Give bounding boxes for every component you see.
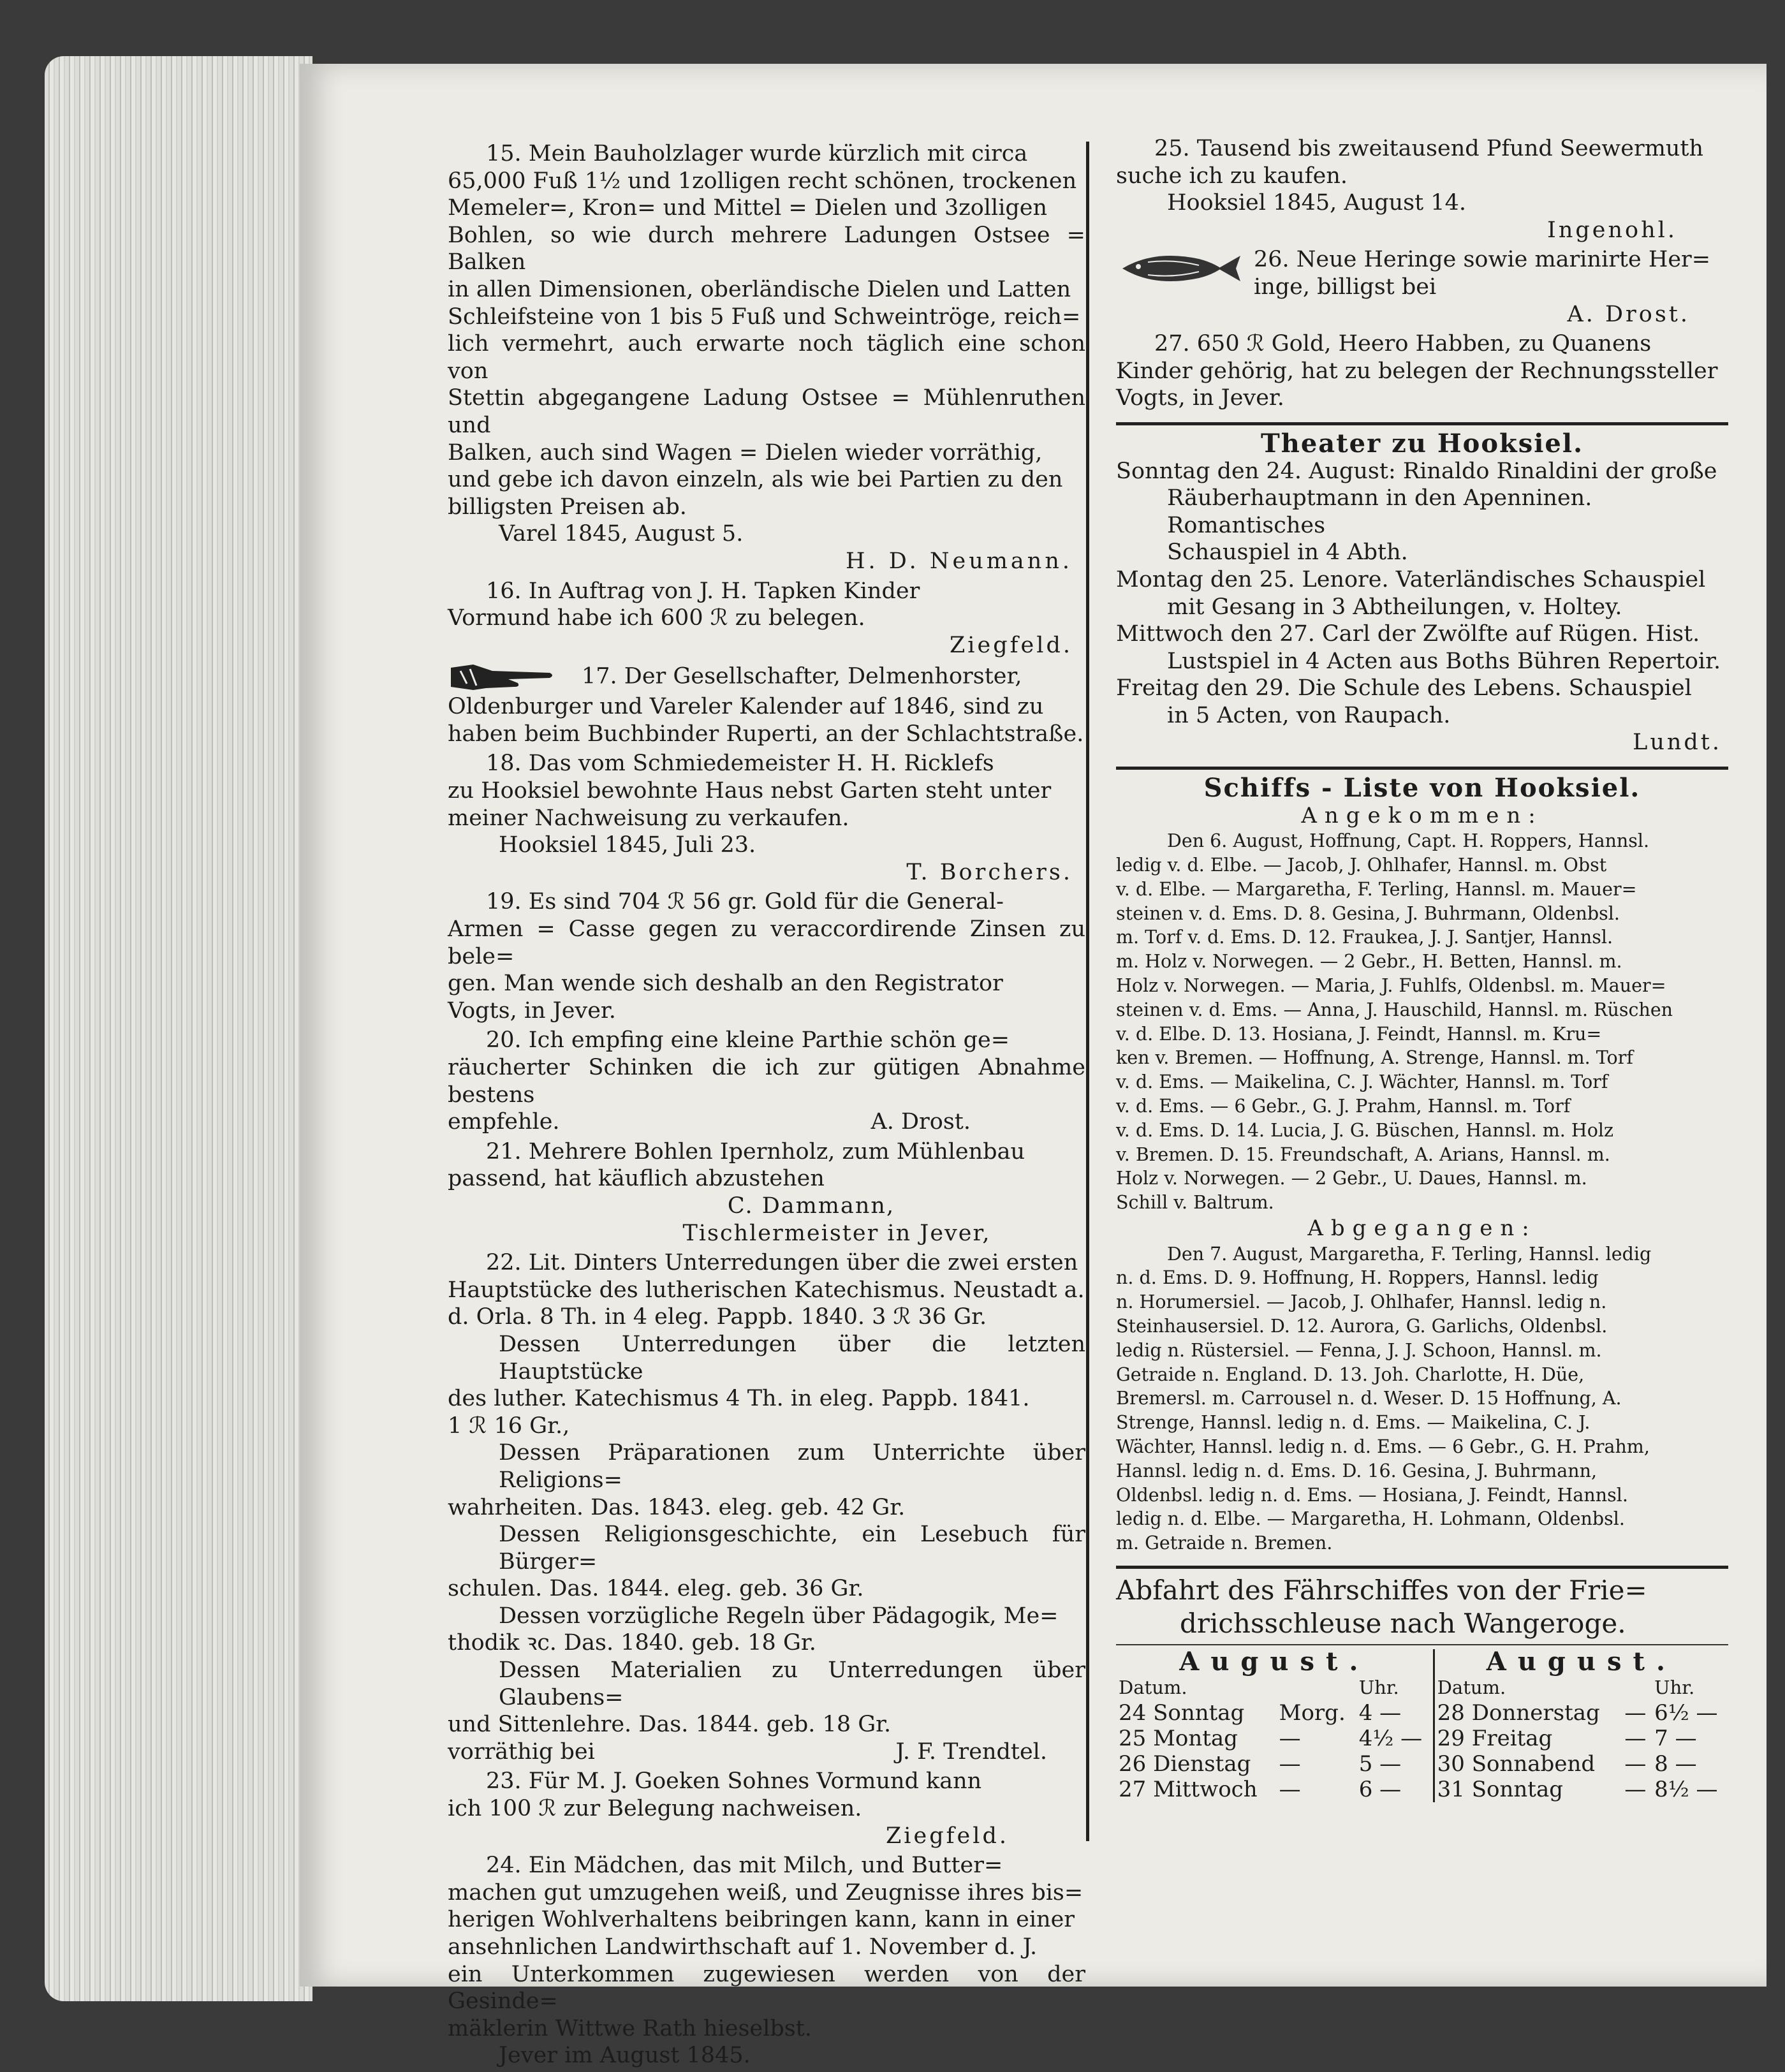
notice-line: 22. Lit. Dinters Unterredungen über die zwei ersten bbox=[486, 1250, 1078, 1276]
theater-line: Freitag den 29. Die Schule des Lebens. Schauspiel bbox=[1116, 675, 1692, 702]
ferry-day: 25 Montag bbox=[1119, 1725, 1238, 1751]
ferry-heading-line: Abfahrt des Fährschiffes von der Frie= bbox=[1116, 1574, 1647, 1606]
theater-line: Räuberhauptmann in den Apenninen. Romantisches bbox=[1167, 485, 1592, 538]
notice-line: in allen Dimensionen, oberländische Dielen und Latten bbox=[448, 276, 1071, 302]
ship-line: ledig v. d. Elbe. — Jacob, J. Ohlhafer, Hannsl. m. Obst bbox=[1116, 855, 1607, 876]
notice-line: Dessen vorzügliche Regeln über Pädagogik, Me= bbox=[499, 1603, 1059, 1629]
ship-line: v. Bremen. D. 15. Freundschaft, A. Arians, Hannsl. m. bbox=[1116, 1143, 1610, 1165]
ship-line: v. d. Ems. — Maikelina, C. J. Wächter, Hannsl. m. Torf bbox=[1116, 1071, 1608, 1093]
notice-line: meiner Nachweisung zu verkaufen. bbox=[448, 805, 849, 831]
ship-line: Steinhausersiel. D. 12. Aurora, G. Garlichs, Oldenbsl. bbox=[1116, 1315, 1608, 1337]
ship-line: steinen v. d. Ems. — Anna, J. Hauschild, Hannsl. m. Rüschen bbox=[1116, 999, 1673, 1020]
section-rule bbox=[1116, 767, 1728, 770]
ferry-day: 26 Dienstag bbox=[1119, 1751, 1251, 1777]
notice-line: Bohlen, so wie durch mehrere Ladungen Ostsee = Balken bbox=[448, 222, 1085, 276]
notice-line: Schleifsteine von 1 bis 5 Fuß und Schweintröge, reich= bbox=[448, 304, 1081, 330]
fish-icon bbox=[1116, 246, 1244, 291]
notice-line: haben beim Buchbinder Ruperti, an der Schlachtstraße. bbox=[448, 721, 1084, 747]
notice-line: inge, billigst bei bbox=[1254, 274, 1437, 300]
notice-line: Dessen Religionsgeschichte, ein Lesebuch für Bürger= bbox=[499, 1522, 1085, 1575]
ship-list-heading: Schiffs - Liste von Hooksiel. bbox=[1203, 773, 1641, 804]
ferry-heading bbox=[1116, 1574, 1728, 1640]
notice-line: räucherter Schinken die ich zur gütigen Abnahme bestens bbox=[448, 1055, 1085, 1108]
arrived-heading: Angekommen: bbox=[1301, 802, 1543, 828]
notice-16 bbox=[448, 578, 1085, 659]
departed-list bbox=[1116, 1242, 1728, 1555]
ship-line: m. Torf v. d. Ems. D. 12. Fraukea, J. J. Santjer, Hannsl. bbox=[1116, 927, 1613, 948]
notice-line: Armen = Casse gegen zu veraccordirende Zinsen zu bele= bbox=[448, 916, 1085, 969]
notice-24 bbox=[448, 1852, 1085, 2069]
notice-line: und gebe ich davon einzeln, als wie bei Partien zu den bbox=[448, 467, 1063, 493]
notice-line: machen gut umzugehen weiß, und Zeugnisse ihres bis= bbox=[448, 1879, 1083, 1906]
notice-line: des luther. Katechismus 4 Th. in eleg. Pappb. 1841. bbox=[448, 1386, 1030, 1412]
notice-line: 27. 650 ℛ Gold, Heero Habben, zu Quanens bbox=[1154, 331, 1652, 357]
ferry-month-left: August. bbox=[1179, 1646, 1370, 1677]
ship-line: Holz v. Norwegen. — Maria, J. Fuhlfs, Oldenbsl. m. Mauer= bbox=[1116, 975, 1666, 997]
theater-heading: Theater zu Hooksiel. bbox=[1260, 428, 1583, 459]
notice-line: 21. Mehrere Bohlen Ipernholz, zum Mühlenbau bbox=[486, 1138, 1025, 1165]
ferry-day: 30 Sonnabend bbox=[1434, 1751, 1622, 1777]
ship-line: m. Holz v. Norwegen. — 2 Gebr., H. Betten, Hannsl. m. bbox=[1116, 951, 1622, 973]
ferry-col-date: Datum. bbox=[1119, 1676, 1187, 1698]
ship-line: Den 6. August, Hoffnung, Capt. H. Roppers, Hannsl. bbox=[1167, 830, 1650, 852]
ship-line: Holz v. Norwegen. — 2 Gebr., U. Daues, Hannsl. m. bbox=[1116, 1168, 1587, 1189]
notice-22 bbox=[448, 1249, 1085, 1765]
notice-signature: C. Dammann, bbox=[727, 1193, 895, 1219]
notice-signature-title: Tischlermeister in Jever, bbox=[682, 1220, 991, 1246]
notice-18 bbox=[448, 750, 1085, 886]
notice-line: thodik ꝛc. Das. 1840. geb. 18 Gr. bbox=[448, 1630, 816, 1656]
ship-line: n. Horumersiel. — Jacob, J. Ohlhafer, Hannsl. ledig n. bbox=[1116, 1291, 1607, 1313]
ship-line: Bremersl. m. Carrousel n. d. Weser. D. 15 Hoffnung, A. bbox=[1116, 1388, 1622, 1409]
ferry-time: 7 — bbox=[1654, 1725, 1697, 1751]
ferry-col-time: Uhr. bbox=[1358, 1676, 1399, 1698]
ferry-note: — bbox=[1624, 1776, 1647, 1802]
notice-signature: Ingenohl. bbox=[1547, 217, 1677, 243]
ferry-day: 27 Mittwoch bbox=[1119, 1776, 1258, 1802]
notice-line: d. Orla. 8 Th. in 4 eleg. Pappb. 1840. 3 ℛ 36 Gr. bbox=[448, 1304, 987, 1330]
notice-line: und Sittenlehre. Das. 1844. geb. 18 Gr. bbox=[448, 1712, 892, 1738]
ferry-note: — bbox=[1624, 1751, 1647, 1777]
notice-26 bbox=[1116, 246, 1728, 328]
ship-line: Getraide n. England. D. 13. Joh. Charlotte, H. Düe, bbox=[1116, 1363, 1585, 1385]
ferry-time: 6½ — bbox=[1654, 1700, 1718, 1726]
notice-line: herigen Wohlverhaltens beibringen kann, kann in einer bbox=[448, 1907, 1075, 1933]
notice-line: Stettin abgegangene Ladung Ostsee = Mühlenruthen und bbox=[448, 385, 1085, 438]
notice-line: 20. Ich empfing eine kleine Parthie schön ge= bbox=[486, 1027, 1010, 1054]
theater-line: in 5 Acten, von Raupach. bbox=[1167, 702, 1451, 728]
notice-line: Kinder gehörig, hat zu belegen der Rechnungssteller bbox=[1116, 358, 1718, 384]
notice-line: 26. Neue Heringe sowie marinirte Her= bbox=[1254, 247, 1711, 273]
notice-line: schulen. Das. 1844. eleg. geb. 36 Gr. bbox=[448, 1576, 864, 1602]
ship-line: Oldenbsl. ledig n. d. Ems. — Hosiana, J. Feindt, Hannsl. bbox=[1116, 1484, 1628, 1506]
ferry-rule bbox=[1116, 1644, 1728, 1645]
notice-line: Oldenburger und Vareler Kalender auf 1846, sind zu bbox=[448, 694, 1044, 720]
notice-19 bbox=[448, 888, 1085, 1024]
notice-signature: T. Borchers. bbox=[906, 859, 1073, 885]
theater-section bbox=[1116, 430, 1728, 756]
ship-line: Hannsl. ledig n. d. Ems. D. 16. Gesina, J. Buhrmann, bbox=[1116, 1460, 1598, 1481]
ferry-time: 4 — bbox=[1358, 1700, 1402, 1726]
notice-line: Memeler=, Kron= und Mittel = Dielen und 3zolligen bbox=[448, 195, 1048, 221]
notice-line: ansehnlichen Landwirthschaft auf 1. November d. J. bbox=[448, 1934, 1038, 1960]
ferry-month-right: August. bbox=[1434, 1649, 1728, 1675]
ship-line: v. d. Elbe. — Margaretha, F. Terling, Hannsl. m. Mauer= bbox=[1116, 878, 1637, 900]
notice-line: passend, hat käuflich abzustehen bbox=[448, 1166, 825, 1192]
ferry-note: Morg. bbox=[1279, 1700, 1346, 1726]
notice-20 bbox=[448, 1027, 1085, 1135]
ship-line: n. d. Ems. D. 9. Hoffnung, H. Roppers, Hannsl. ledig bbox=[1116, 1267, 1599, 1289]
notice-21 bbox=[448, 1138, 1085, 1247]
notice-line: empfehle. bbox=[448, 1109, 560, 1135]
notice-line: Dessen Präparationen zum Unterrichte über Religions= bbox=[499, 1440, 1085, 1493]
ferry-day: 31 Sonntag bbox=[1434, 1777, 1622, 1802]
notice-17 bbox=[448, 661, 1085, 747]
ferry-note: — bbox=[1279, 1725, 1301, 1751]
notice-line: Vogts, in Jever. bbox=[448, 997, 616, 1024]
theater-line: Lustspiel in 4 Acten aus Boths Bühren Repertoir. bbox=[1167, 648, 1721, 674]
ship-line: ledig n. Rüstersiel. — Fenna, J. J. Schoon, Hannsl. m. bbox=[1116, 1339, 1602, 1361]
ferry-row bbox=[1116, 1700, 1728, 1726]
ship-line: ledig n. d. Elbe. — Margaretha, H. Lohmann, Oldenbsl. bbox=[1116, 1508, 1625, 1530]
ship-list-section bbox=[1116, 775, 1728, 1555]
notice-line: 16. In Auftrag von J. H. Tapken Kinder bbox=[486, 578, 920, 604]
notice-place-date: Hooksiel 1845, Juli 23. bbox=[499, 832, 756, 858]
ship-line: steinen v. d. Ems. D. 8. Gesina, J. Buhrmann, Oldenbsl. bbox=[1116, 902, 1620, 924]
notice-line: wahrheiten. Das. 1843. eleg. geb. 42 Gr. bbox=[448, 1494, 906, 1520]
notice-line: mäklerin Wittwe Rath hieselbst. bbox=[448, 2015, 812, 2041]
notice-signature: Ziegfeld. bbox=[949, 632, 1073, 658]
notice-place-date: Jever im August 1845. bbox=[499, 2043, 751, 2069]
ferry-note: — bbox=[1279, 1751, 1301, 1777]
notice-line: 19. Es sind 704 ℛ 56 gr. Gold für die General- bbox=[486, 889, 1004, 915]
notice-25 bbox=[1116, 135, 1728, 244]
ferry-section bbox=[1116, 1574, 1728, 1802]
theater-signature: Lundt. bbox=[1633, 730, 1722, 756]
notice-line: billigsten Preisen ab. bbox=[448, 494, 687, 520]
ferry-heading-line: drichsschleuse nach Wangeroge. bbox=[1180, 1607, 1626, 1639]
newspaper-page bbox=[300, 64, 1767, 2069]
pointing-hand-icon bbox=[448, 661, 556, 693]
ferry-time: 8 — bbox=[1654, 1751, 1697, 1777]
notice-line: ich 100 ℛ zur Belegung nachweisen. bbox=[448, 1796, 862, 1822]
book-page-edges bbox=[45, 56, 312, 2001]
notice-place-date: Varel 1845, August 5. bbox=[499, 521, 744, 547]
notice-signature: A. Drost. bbox=[1567, 301, 1690, 327]
notice-line: vorräthig bei bbox=[448, 1738, 595, 1765]
ship-line: v. d. Elbe. D. 13. Hosiana, J. Feindt, Hannsl. m. Kru= bbox=[1116, 1023, 1602, 1045]
section-rule bbox=[1116, 1566, 1728, 1569]
notice-27 bbox=[1116, 330, 1728, 412]
ferry-col-date: Datum. bbox=[1434, 1675, 1652, 1700]
notice-signature: Ziegfeld. bbox=[885, 1823, 1009, 1849]
right-column bbox=[1116, 135, 1728, 1802]
notice-line: zu Hooksiel bewohnte Haus nebst Garten steht unter bbox=[448, 778, 1052, 804]
notice-line: lich vermehrt, auch erwarte noch täglich eine schon von bbox=[448, 331, 1085, 384]
notice-place-date: Hooksiel 1845, August 14. bbox=[1167, 190, 1466, 216]
theater-line: mit Gesang in 3 Abtheilungen, v. Holtey. bbox=[1167, 594, 1622, 620]
notice-line: 24. Ein Mädchen, das mit Milch, und Butter= bbox=[486, 1853, 1003, 1879]
section-rule bbox=[1116, 422, 1728, 425]
notice-line: Dessen Materialien zu Unterredungen über Glaubens= bbox=[499, 1657, 1085, 1710]
ferry-time: 8½ — bbox=[1654, 1776, 1718, 1802]
notice-line: Dessen Unterredungen über die letzten Hauptstücke bbox=[499, 1331, 1085, 1385]
column-divider bbox=[1086, 142, 1089, 1841]
ship-line: Wächter, Hannsl. ledig n. d. Ems. — 6 Gebr., G. H. Prahm, bbox=[1116, 1436, 1650, 1457]
notice-line: 25. Tausend bis zweitausend Pfund Seewermuth bbox=[1154, 136, 1704, 161]
ferry-time: 5 — bbox=[1358, 1751, 1402, 1777]
notice-line: 65,000 Fuß 1½ und 1zolligen recht schönen, trockenen bbox=[448, 168, 1077, 194]
notice-line: 15. Mein Bauholzlager wurde kürzlich mit circa bbox=[486, 141, 1028, 166]
notice-line: Balken, auch sind Wagen = Dielen wieder vorräthig, bbox=[448, 439, 1043, 466]
ferry-note: — bbox=[1624, 1700, 1647, 1726]
left-column bbox=[448, 140, 1085, 2072]
ferry-row bbox=[1116, 1726, 1728, 1751]
ferry-time: 4½ — bbox=[1358, 1725, 1423, 1751]
notice-line: ein Unterkommen zugewiesen werden von der Gesinde= bbox=[448, 1961, 1085, 2015]
notice-line: Vormund habe ich 600 ℛ zu belegen. bbox=[448, 605, 865, 631]
ferry-time: 6 — bbox=[1358, 1776, 1402, 1802]
notice-15 bbox=[448, 140, 1085, 575]
theater-line: Sonntag den 24. August: Rinaldo Rinaldini der große bbox=[1116, 458, 1717, 484]
ship-line: v. d. Ems. D. 14. Lucia, J. G. Büschen, Hannsl. m. Holz bbox=[1116, 1119, 1614, 1141]
notice-23 bbox=[448, 1768, 1085, 1849]
notice-line: 1 ℛ 16 Gr., bbox=[448, 1413, 570, 1439]
notice-signature: H. D. Neumann. bbox=[846, 548, 1073, 574]
notice-line: gen. Man wende sich deshalb an den Registrator bbox=[448, 971, 1003, 997]
notice-signature: J. F. Trendtel. bbox=[895, 1738, 1047, 1765]
ship-line: Strenge, Hannsl. ledig n. d. Ems. — Maikelina, C. J. bbox=[1116, 1412, 1590, 1434]
notice-signature: A. Drost. bbox=[870, 1109, 971, 1135]
ferry-day: 24 Sonntag bbox=[1119, 1700, 1245, 1726]
ship-line: Den 7. August, Margaretha, F. Terling, Hannsl. ledig bbox=[1167, 1243, 1652, 1265]
notice-line: Vogts, in Jever. bbox=[1116, 385, 1284, 411]
ferry-day: 29 Freitag bbox=[1434, 1726, 1622, 1751]
notice-line: 18. Das vom Schmiedemeister H. H. Ricklefs bbox=[486, 751, 994, 777]
ship-line: v. d. Ems. — 6 Gebr., G. J. Prahm, Hannsl. m. Torf bbox=[1116, 1096, 1571, 1117]
ferry-col-time: Uhr. bbox=[1654, 1676, 1695, 1698]
ship-line: m. Getraide n. Bremen. bbox=[1116, 1532, 1333, 1554]
notice-line: 23. Für M. J. Goeken Sohnes Vormund kann bbox=[486, 1768, 982, 1795]
departed-heading: Abgegangen: bbox=[1307, 1216, 1537, 1241]
ship-line: ken v. Bremen. — Hoffnung, A. Strenge, Hannsl. m. Torf bbox=[1116, 1047, 1633, 1069]
ferry-row bbox=[1116, 1751, 1728, 1777]
theater-line: Schauspiel in 4 Abth. bbox=[1167, 540, 1408, 566]
ferry-note: — bbox=[1279, 1776, 1301, 1802]
ferry-schedule-table bbox=[1116, 1646, 1728, 1802]
ferry-note: — bbox=[1624, 1725, 1647, 1751]
theater-line: Montag den 25. Lenore. Vaterländisches Schauspiel bbox=[1116, 566, 1706, 592]
theater-line: Mittwoch den 27. Carl der Zwölfte auf Rügen. Hist. bbox=[1116, 621, 1700, 647]
arrived-list bbox=[1116, 829, 1728, 1215]
ferry-day: 28 Donnerstag bbox=[1434, 1700, 1622, 1726]
notice-line: 17. Der Gesellschafter, Delmenhorster, bbox=[582, 663, 1022, 689]
notice-line: Hauptstücke des lutherischen Katechismus. Neustadt a. bbox=[448, 1277, 1085, 1303]
notice-line: suche ich zu kaufen. bbox=[1116, 163, 1348, 189]
ship-line: Schill v. Baltrum. bbox=[1116, 1192, 1274, 1214]
ferry-row bbox=[1116, 1777, 1728, 1802]
